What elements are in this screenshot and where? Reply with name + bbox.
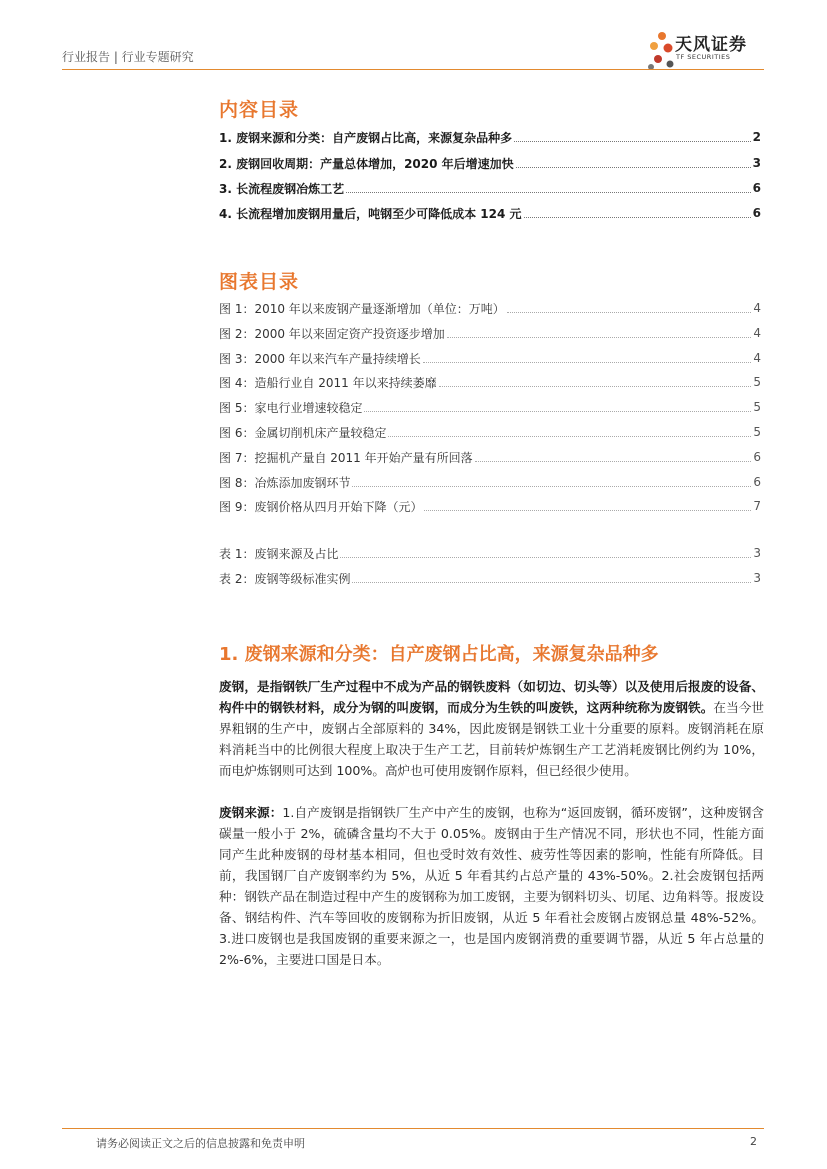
figure-entry[interactable] — [219, 324, 761, 342]
table-entry-page: 3 — [753, 546, 761, 560]
figure-entry-label: 图 7：挖掘机产量自 2011 年开始产量有所回落 — [219, 450, 473, 465]
toc-leader — [424, 510, 751, 511]
figure-entry-label: 图 5：家电行业增速较稳定 — [219, 400, 363, 415]
figure-entry-label: 图 9：废钢价格从四月开始下降（元） — [219, 499, 423, 514]
toc-item-page: 6 — [752, 181, 761, 195]
toc-leader — [352, 582, 751, 583]
figure-entry[interactable] — [219, 349, 761, 367]
toc-leader — [514, 141, 751, 142]
toc-item-page: 2 — [752, 130, 761, 144]
toc-leader — [340, 557, 751, 558]
table-entry-label: 表 2：废钢等级标准实例 — [219, 571, 351, 586]
toc-leader — [524, 217, 751, 218]
toc-item[interactable] — [219, 128, 761, 146]
figure-entry[interactable] — [219, 448, 761, 466]
figure-entry-label: 图 6：金属切削机床产量较稳定 — [219, 425, 387, 440]
figure-entry-label: 图 1：2010 年以来废钢产量逐渐增加（单位：万吨） — [219, 301, 505, 316]
figure-entry-page: 4 — [753, 326, 761, 340]
header-category: 行业报告 | 行业专题研究 — [62, 50, 194, 64]
paragraph-lead: 废钢，是指钢铁厂生产过程中不成为产品的钢铁废料（如切边、切头等）以及使用后报废的设备、构件中的钢铁材料，成分为钢的叫废钢，而成分为生铁的叫废铁，这两种统称为废钢铁。 — [219, 679, 764, 715]
paragraph-body: 1.自产废钢是指钢铁厂生产中产生的废钢，也称为“返回废钢，循环废钢”，这种废钢含碳量一般小于 2%，硫磷含量均不大于 0.05%。废钢由于生产情况不同，形状也不同，性能方面同产生此种废钢的母材基本相同，但也受时效有效性、疲劳性等因素的影响，性能有所降低。目前，我国钢厂自产废钢率约为 5%，从近 5 年看其约占总产量的 43%-50%。2.社会废钢包括两种：钢铁产品在制造过程中产生的废钢称为加工废钢，主要为钢料切头、切尾、边角料等。报废设备、钢结构件、汽车等回收的废钢称为折旧废钢，从近 5 年看社会废钢占废钢总量 48%-52%。3.进口废钢也是我国废钢的重要来源之一，也是国内废钢消费的重要调节器，从近 5 年占总量的 2%-6%，主要进口国是日本。 — [219, 805, 764, 967]
toc-leader — [346, 192, 751, 193]
toc-item[interactable] — [219, 154, 761, 172]
logo-name: 天风证券 — [675, 35, 747, 55]
toc-title: 内容目录 — [219, 99, 300, 121]
figure-entry[interactable] — [219, 398, 761, 416]
toc-item-label: 3. 长流程废钢冶炼工艺 — [219, 181, 345, 196]
figure-entry-page: 4 — [753, 301, 761, 315]
figure-entry[interactable] — [219, 497, 761, 515]
toc-item-label: 1. 废钢来源和分类：自产废钢占比高，来源复杂品种多 — [219, 130, 513, 145]
footer-divider — [62, 1128, 764, 1129]
toc-leader — [352, 486, 751, 487]
table-entry-page: 3 — [753, 571, 761, 585]
logo-subtitle: TF SECURITIES — [676, 53, 731, 61]
toc-item[interactable] — [219, 204, 761, 222]
figure-entry-label: 图 2：2000 年以来固定资产投资逐步增加 — [219, 326, 445, 341]
figure-entry-page: 5 — [753, 375, 761, 389]
figure-entry-page: 6 — [753, 450, 761, 464]
figure-entry-label: 图 4：造船行业自 2011 年以来持续萎靡 — [219, 375, 437, 390]
toc-item-page: 3 — [752, 156, 761, 170]
figure-entry-page: 7 — [753, 499, 761, 513]
paragraph-body: 在当今世界粗钢的生产中，废钢占全部原料的 34%，因此废钢是钢铁工业十分重要的原料。废钢消耗在原料消耗当中的比例很大程度上取决于生产工艺，目前转炉炼钢生产工艺消耗废钢比例约为 10%，而电炉炼钢则可达到 100%。高炉也可使用废钢作原料，但已经很少使用。 — [219, 700, 765, 778]
toc-leader — [475, 461, 752, 462]
table-entry[interactable] — [219, 569, 761, 587]
toc-leader — [364, 411, 751, 412]
section-heading: 1. 废钢来源和分类：自产废钢占比高，来源复杂品种多 — [219, 644, 659, 665]
figure-entry[interactable] — [219, 473, 761, 491]
toc-item-label: 4. 长流程增加废钢用量后，吨钢至少可降低成本 124 元 — [219, 206, 522, 221]
toc-item-page: 6 — [752, 206, 761, 220]
figure-entry-label: 图 8：冶炼添加废钢环节 — [219, 475, 351, 490]
page-number: 2 — [750, 1135, 757, 1148]
figure-entry-page: 4 — [753, 351, 761, 365]
figures-title: 图表目录 — [219, 271, 300, 293]
toc-item-label: 2. 废钢回收周期：产量总体增加，2020 年后增速加快 — [219, 156, 514, 171]
toc-leader — [423, 362, 752, 363]
figure-entry[interactable] — [219, 299, 761, 317]
toc-leader — [507, 312, 752, 313]
table-entry[interactable] — [219, 544, 761, 562]
figure-entry[interactable] — [219, 373, 761, 391]
paragraph-lead: 废钢来源： — [219, 805, 283, 820]
figure-entry-page: 5 — [753, 400, 761, 414]
toc-leader — [447, 337, 752, 338]
paragraph-sources — [219, 802, 764, 970]
figure-entry-label: 图 3：2000 年以来汽车产量持续增长 — [219, 351, 421, 366]
footer-disclaimer[interactable]: 请务必阅读正文之后的信息披露和免责申明 — [96, 1137, 305, 1150]
header-divider — [62, 69, 764, 70]
figure-entry-page: 5 — [753, 425, 761, 439]
table-entry-label: 表 1：废钢来源及占比 — [219, 546, 339, 561]
toc-item[interactable] — [219, 179, 761, 197]
figure-entry-page: 6 — [753, 475, 761, 489]
toc-leader — [516, 167, 751, 168]
paragraph-definition — [219, 676, 764, 781]
toc-leader — [439, 386, 752, 387]
toc-leader — [388, 436, 751, 437]
figure-entry[interactable] — [219, 423, 761, 441]
